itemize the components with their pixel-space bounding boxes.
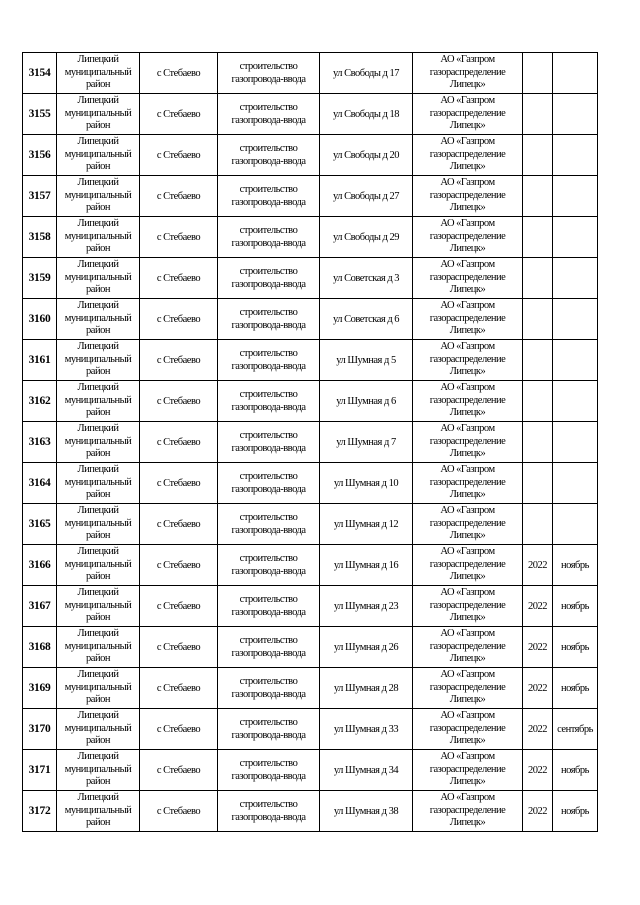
- work-type-cell: строительство газопровода-ввода: [218, 135, 320, 176]
- organization-cell: АО «Газпром газораспределение Липецк»: [413, 504, 523, 545]
- organization-cell: АО «Газпром газораспределение Липецк»: [413, 545, 523, 586]
- settlement-cell: с Стебаево: [140, 217, 218, 258]
- district-cell: Липецкий муниципальный район: [57, 750, 140, 791]
- row-number-cell: 3157: [23, 176, 57, 217]
- month-cell: ноябрь: [553, 791, 598, 832]
- address-cell: ул Шумная д 7: [320, 422, 413, 463]
- district-cell: Липецкий муниципальный район: [57, 299, 140, 340]
- district-cell: Липецкий муниципальный район: [57, 176, 140, 217]
- year-cell: 2022: [523, 791, 553, 832]
- settlement-cell: с Стебаево: [140, 176, 218, 217]
- organization-cell: АО «Газпром газораспределение Липецк»: [413, 463, 523, 504]
- table-row: [23, 668, 598, 709]
- address-cell: ул Шумная д 33: [320, 709, 413, 750]
- work-type-cell: строительство газопровода-ввода: [218, 176, 320, 217]
- month-cell: [553, 504, 598, 545]
- work-type-cell: строительство газопровода-ввода: [218, 668, 320, 709]
- settlement-cell: с Стебаево: [140, 627, 218, 668]
- settlement-cell: с Стебаево: [140, 750, 218, 791]
- address-cell: ул Свободы д 17: [320, 53, 413, 94]
- organization-cell: АО «Газпром газораспределение Липецк»: [413, 94, 523, 135]
- month-cell: ноябрь: [553, 750, 598, 791]
- address-cell: ул Свободы д 27: [320, 176, 413, 217]
- organization-cell: АО «Газпром газораспределение Липецк»: [413, 258, 523, 299]
- month-cell: ноябрь: [553, 627, 598, 668]
- settlement-cell: с Стебаево: [140, 340, 218, 381]
- year-cell: [523, 217, 553, 258]
- year-cell: [523, 53, 553, 94]
- district-cell: Липецкий муниципальный район: [57, 463, 140, 504]
- work-type-cell: строительство газопровода-ввода: [218, 94, 320, 135]
- work-type-cell: строительство газопровода-ввода: [218, 545, 320, 586]
- work-type-cell: строительство газопровода-ввода: [218, 340, 320, 381]
- row-number-cell: 3167: [23, 586, 57, 627]
- row-number-cell: 3172: [23, 791, 57, 832]
- year-cell: 2022: [523, 586, 553, 627]
- year-cell: [523, 176, 553, 217]
- organization-cell: АО «Газпром газораспределение Липецк»: [413, 627, 523, 668]
- work-type-cell: строительство газопровода-ввода: [218, 750, 320, 791]
- address-cell: ул Шумная д 26: [320, 627, 413, 668]
- settlement-cell: с Стебаево: [140, 53, 218, 94]
- month-cell: [553, 217, 598, 258]
- district-cell: Липецкий муниципальный район: [57, 668, 140, 709]
- work-type-cell: строительство газопровода-ввода: [218, 586, 320, 627]
- work-type-cell: строительство газопровода-ввода: [218, 463, 320, 504]
- year-cell: [523, 340, 553, 381]
- organization-cell: АО «Газпром газораспределение Липецк»: [413, 299, 523, 340]
- row-number-cell: 3162: [23, 381, 57, 422]
- table-body: [23, 53, 598, 832]
- table-row: [23, 176, 598, 217]
- row-number-cell: 3155: [23, 94, 57, 135]
- district-cell: Липецкий муниципальный район: [57, 627, 140, 668]
- year-cell: [523, 135, 553, 176]
- table-row: [23, 53, 598, 94]
- work-type-cell: строительство газопровода-ввода: [218, 627, 320, 668]
- settlement-cell: с Стебаево: [140, 586, 218, 627]
- row-number-cell: 3164: [23, 463, 57, 504]
- row-number-cell: 3171: [23, 750, 57, 791]
- month-cell: [553, 176, 598, 217]
- settlement-cell: с Стебаево: [140, 709, 218, 750]
- work-type-cell: строительство газопровода-ввода: [218, 504, 320, 545]
- month-cell: [553, 381, 598, 422]
- settlement-cell: с Стебаево: [140, 94, 218, 135]
- address-cell: ул Шумная д 23: [320, 586, 413, 627]
- month-cell: [553, 53, 598, 94]
- document-page: [22, 52, 597, 832]
- table-row: [23, 504, 598, 545]
- month-cell: [553, 135, 598, 176]
- address-cell: ул Шумная д 5: [320, 340, 413, 381]
- district-cell: Липецкий муниципальный район: [57, 709, 140, 750]
- organization-cell: АО «Газпром газораспределение Липецк»: [413, 176, 523, 217]
- organization-cell: АО «Газпром газораспределение Липецк»: [413, 381, 523, 422]
- settlement-cell: с Стебаево: [140, 135, 218, 176]
- address-cell: ул Советская д 6: [320, 299, 413, 340]
- row-number-cell: 3169: [23, 668, 57, 709]
- district-cell: Липецкий муниципальный район: [57, 504, 140, 545]
- work-type-cell: строительство газопровода-ввода: [218, 299, 320, 340]
- row-number-cell: 3156: [23, 135, 57, 176]
- work-type-cell: строительство газопровода-ввода: [218, 258, 320, 299]
- settlement-cell: с Стебаево: [140, 668, 218, 709]
- year-cell: [523, 94, 553, 135]
- month-cell: [553, 299, 598, 340]
- month-cell: [553, 94, 598, 135]
- address-cell: ул Шумная д 10: [320, 463, 413, 504]
- organization-cell: АО «Газпром газораспределение Липецк»: [413, 340, 523, 381]
- address-cell: ул Шумная д 34: [320, 750, 413, 791]
- work-type-cell: строительство газопровода-ввода: [218, 53, 320, 94]
- table-row: [23, 94, 598, 135]
- month-cell: ноябрь: [553, 586, 598, 627]
- district-cell: Липецкий муниципальный район: [57, 381, 140, 422]
- district-cell: Липецкий муниципальный район: [57, 586, 140, 627]
- settlement-cell: с Стебаево: [140, 258, 218, 299]
- address-cell: ул Советская д 3: [320, 258, 413, 299]
- district-cell: Липецкий муниципальный район: [57, 53, 140, 94]
- organization-cell: АО «Газпром газораспределение Липецк»: [413, 217, 523, 258]
- address-cell: ул Шумная д 28: [320, 668, 413, 709]
- settlement-cell: с Стебаево: [140, 463, 218, 504]
- table-row: [23, 709, 598, 750]
- table-row: [23, 750, 598, 791]
- district-cell: Липецкий муниципальный район: [57, 217, 140, 258]
- table-row: [23, 217, 598, 258]
- year-cell: [523, 463, 553, 504]
- district-cell: Липецкий муниципальный район: [57, 94, 140, 135]
- row-number-cell: 3159: [23, 258, 57, 299]
- table-row: [23, 545, 598, 586]
- month-cell: [553, 340, 598, 381]
- row-number-cell: 3166: [23, 545, 57, 586]
- address-cell: ул Свободы д 20: [320, 135, 413, 176]
- row-number-cell: 3168: [23, 627, 57, 668]
- table-row: [23, 135, 598, 176]
- organization-cell: АО «Газпром газораспределение Липецк»: [413, 750, 523, 791]
- year-cell: 2022: [523, 668, 553, 709]
- row-number-cell: 3154: [23, 53, 57, 94]
- settlement-cell: с Стебаево: [140, 299, 218, 340]
- table-row: [23, 627, 598, 668]
- organization-cell: АО «Газпром газораспределение Липецк»: [413, 709, 523, 750]
- district-cell: Липецкий муниципальный район: [57, 340, 140, 381]
- table-row: [23, 463, 598, 504]
- row-number-cell: 3158: [23, 217, 57, 258]
- organization-cell: АО «Газпром газораспределение Липецк»: [413, 135, 523, 176]
- table-row: [23, 258, 598, 299]
- settlement-cell: с Стебаево: [140, 791, 218, 832]
- table-row: [23, 791, 598, 832]
- settlement-cell: с Стебаево: [140, 422, 218, 463]
- settlement-cell: с Стебаево: [140, 504, 218, 545]
- year-cell: 2022: [523, 627, 553, 668]
- district-cell: Липецкий муниципальный район: [57, 422, 140, 463]
- row-number-cell: 3160: [23, 299, 57, 340]
- table-row: [23, 422, 598, 463]
- table-row: [23, 340, 598, 381]
- table-row: [23, 586, 598, 627]
- address-cell: ул Шумная д 12: [320, 504, 413, 545]
- work-type-cell: строительство газопровода-ввода: [218, 422, 320, 463]
- row-number-cell: 3165: [23, 504, 57, 545]
- settlement-cell: с Стебаево: [140, 381, 218, 422]
- address-cell: ул Шумная д 16: [320, 545, 413, 586]
- district-cell: Липецкий муниципальный район: [57, 258, 140, 299]
- organization-cell: АО «Газпром газораспределение Липецк»: [413, 791, 523, 832]
- month-cell: ноябрь: [553, 545, 598, 586]
- organization-cell: АО «Газпром газораспределение Липецк»: [413, 53, 523, 94]
- address-cell: ул Свободы д 29: [320, 217, 413, 258]
- year-cell: [523, 258, 553, 299]
- district-cell: Липецкий муниципальный район: [57, 135, 140, 176]
- work-type-cell: строительство газопровода-ввода: [218, 791, 320, 832]
- row-number-cell: 3163: [23, 422, 57, 463]
- address-cell: ул Шумная д 38: [320, 791, 413, 832]
- month-cell: ноябрь: [553, 668, 598, 709]
- year-cell: [523, 504, 553, 545]
- address-cell: ул Шумная д 6: [320, 381, 413, 422]
- organization-cell: АО «Газпром газораспределение Липецк»: [413, 586, 523, 627]
- month-cell: сентябрь: [553, 709, 598, 750]
- settlement-cell: с Стебаево: [140, 545, 218, 586]
- month-cell: [553, 258, 598, 299]
- work-type-cell: строительство газопровода-ввода: [218, 709, 320, 750]
- organization-cell: АО «Газпром газораспределение Липецк»: [413, 668, 523, 709]
- organization-cell: АО «Газпром газораспределение Липецк»: [413, 422, 523, 463]
- gasification-table: [22, 52, 598, 832]
- year-cell: 2022: [523, 750, 553, 791]
- year-cell: 2022: [523, 545, 553, 586]
- year-cell: [523, 422, 553, 463]
- row-number-cell: 3170: [23, 709, 57, 750]
- row-number-cell: 3161: [23, 340, 57, 381]
- month-cell: [553, 463, 598, 504]
- year-cell: [523, 381, 553, 422]
- district-cell: Липецкий муниципальный район: [57, 545, 140, 586]
- year-cell: [523, 299, 553, 340]
- table-row: [23, 299, 598, 340]
- table-row: [23, 381, 598, 422]
- year-cell: 2022: [523, 709, 553, 750]
- month-cell: [553, 422, 598, 463]
- work-type-cell: строительство газопровода-ввода: [218, 217, 320, 258]
- work-type-cell: строительство газопровода-ввода: [218, 381, 320, 422]
- address-cell: ул Свободы д 18: [320, 94, 413, 135]
- district-cell: Липецкий муниципальный район: [57, 791, 140, 832]
